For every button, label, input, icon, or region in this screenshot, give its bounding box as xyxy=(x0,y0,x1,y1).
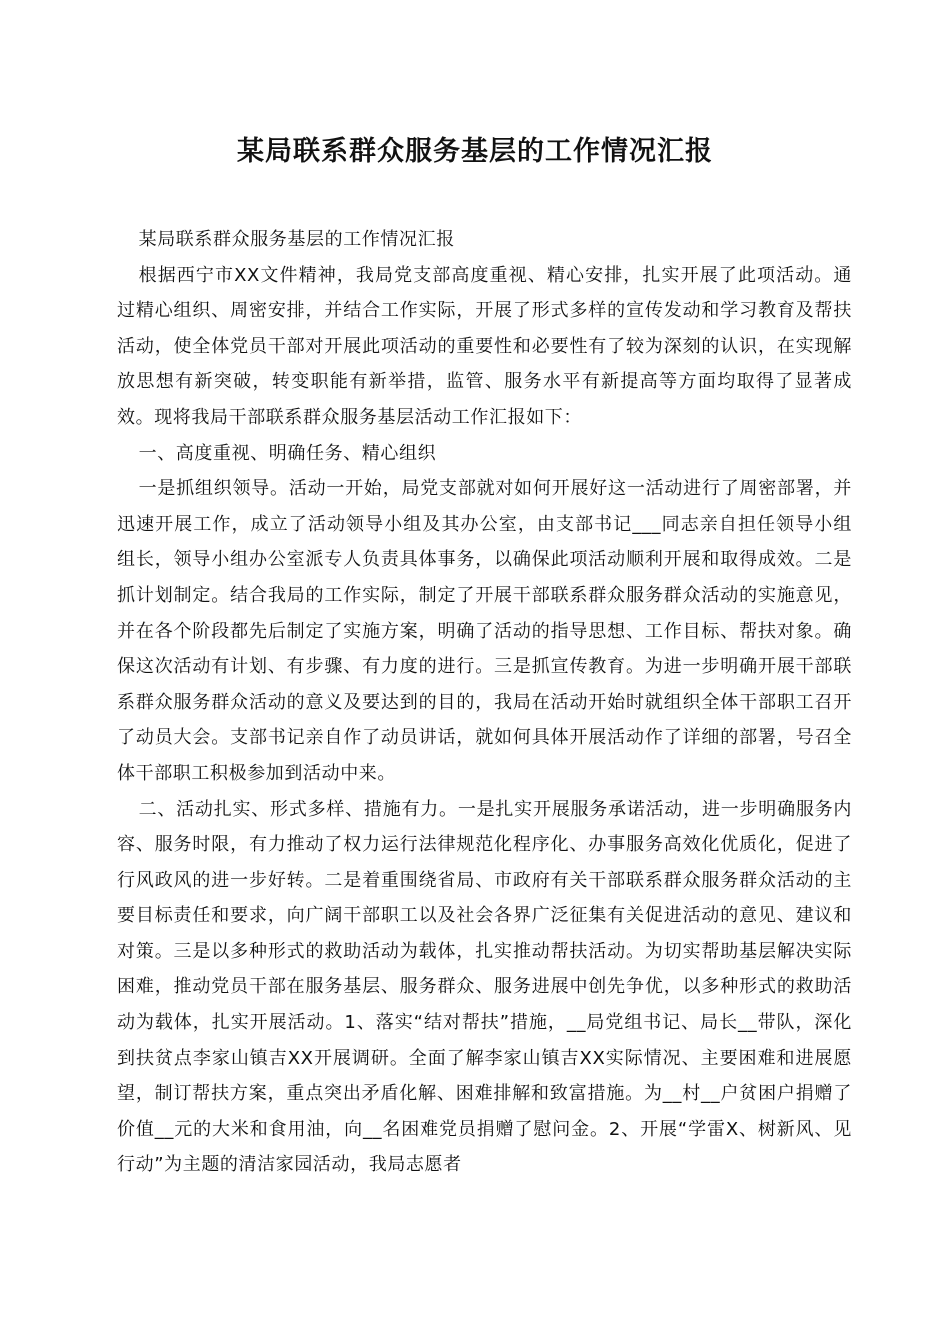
section-1-paragraph: 一是抓组织领导。活动一开始，局党支部就对如何开展好这一活动进行了周密部署，并迅速开展工作，成立了活动领导小组及其办公室，由支部书记___同志亲自担任领导小组组长，领导小组办公室派专人负责具体事务，以确保此项活动顺利开展和取得成效。二是抓计划制定。结合我局的工作实际，制定了开展干部联系群众服务群众活动的实施意见，并在各个阶段都先后制定了实施方案，明确了活动的指导思想、工作目标、帮扶对象。确保这次活动有计划、有步骤、有力度的进行。三是抓宣传教育。为进一步明确开展干部联系群众服务群众活动的意义及要达到的目的，我局在活动开始时就组织全体干部职工召开了动员大会。支部书记亲自作了动员讲话，就如何具体开展活动作了详细的部署，号召全体干部职工积极参加到活动中来。 xyxy=(117,478,852,784)
document-title: 某局联系群众服务基层的工作情况汇报 xyxy=(237,136,713,167)
intro-paragraph: 根据西宁市XX文件精神，我局党支部高度重视、精心安排，扎实开展了此项活动。通过精心组织、周密安排，并结合工作实际，开展了形式多样的宣传发动和学习教育及帮扶活动，使全体党员干部对开展此项活动的重要性和必要性有了较为深刻的认识，在实现解放思想有新突破，转变职能有新举措，监管、服务水平有新提高等方面均取得了显著成效。现将我局干部联系群众服务基层活动工作汇报如下： xyxy=(117,264,852,428)
subtitle-paragraph: 某局联系群众服务基层的工作情况汇报 xyxy=(138,229,455,250)
section-heading-1: 一、高度重视、明确任务、精心组织 xyxy=(138,442,437,464)
section-2-paragraph: 二、活动扎实、形式多样、措施有力。一是扎实开展服务承诺活动，进一步明确服务内容、服务时限，有力推动了权力运行法律规范化程序化、办事服务高效化优质化，促进了行风政风的进一步好转。二是着重围绕省局、市政府有关干部联系群众服务群众活动的主要目标责任和要求，向广阔干部职工以及社会各界广泛征集有关促进活动的意见、建议和对策。三是以多种形式的救助活动为载体，扎实推动帮扶活动。为切实帮助基层解决实际困难，推动党员干部在服务基层、服务群众、服务进展中创先争优，以多种形式的救助活动为载体，扎实开展活动。1、落实“结对帮扶”措施，__局党组书记、局长__带队，深化到扶贫点李家山镇吉XX开展调研。全面了解李家山镇吉XX实际情况、主要困难和进展愿望，制订帮扶方案，重点突出矛盾化解、困难排解和致富措施。为__村__户贫困户捐赠了价值__元的大米和食用油，向__名困难党员捐赠了慰问金。2、开展“学雷X、树新风、见行动”为主题的清洁家园活动，我局志愿者 xyxy=(117,798,852,1176)
document-body xyxy=(117,222,852,1183)
